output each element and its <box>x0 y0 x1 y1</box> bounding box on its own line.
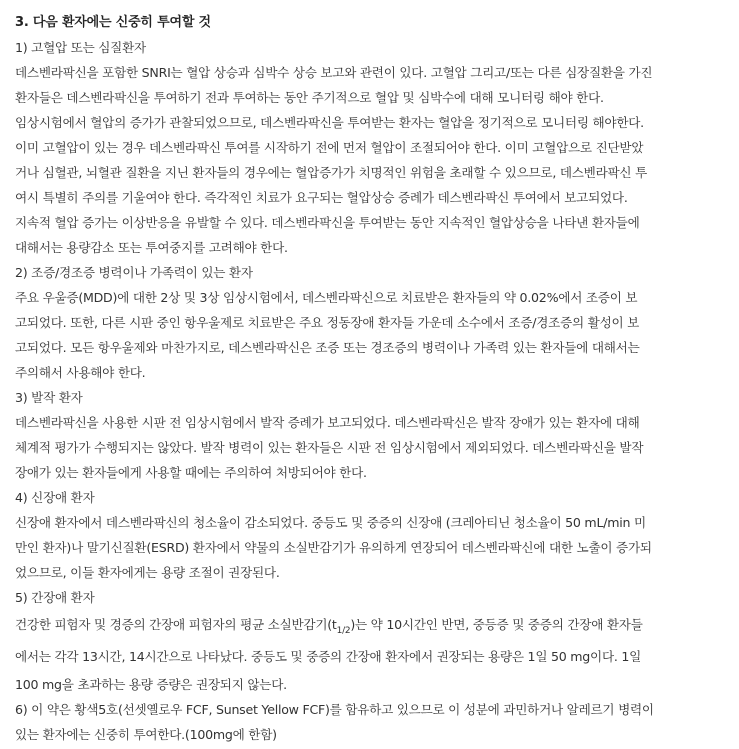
item-2-line-1: 주요 우울증(MDD)에 대한 2상 및 3상 임상시험에서, 데스벤라팍신으로 치료받은 환자들의 약 0.02%에서 조증이 보 <box>15 290 638 305</box>
item-2-line-4: 주의해서 사용해야 한다. <box>15 365 146 380</box>
section-title: 3. 다음 환자에는 신중히 투여할 것 <box>15 15 211 30</box>
item-2-line-2: 고되었다. 또한, 다른 시판 중인 항우울제로 치료받은 주요 정동장애 환자들 가운데 소수에서 조증/경조증의 활성이 보 <box>15 315 640 330</box>
item-2-heading: 2) 조증/경조증 병력이나 가족력이 있는 환자 <box>15 265 253 280</box>
item-5-line-3: 100 mg을 초과하는 용량 증량은 권장되지 않는다. <box>15 677 287 692</box>
item-1-line-8: 대해서는 용량감소 또는 투여중지를 고려해야 한다. <box>15 240 288 255</box>
item-1-line-4: 이미 고혈압이 있는 경우 데스벤라팍신 투여를 시작하기 전에 먼저 혈압이 조절되어야 한다. 이미 고혈압으로 진단받았 <box>15 140 644 155</box>
item-3-line-1: 데스벤라팍신을 사용한 시판 전 임상시험에서 발작 증례가 보고되었다. 데스벤라팍신은 발작 장애가 있는 환자에 대해 <box>15 415 640 430</box>
item-3-heading: 3) 발작 환자 <box>15 390 83 405</box>
item-2-line-3: 고되었다. 모든 항우울제와 마찬가지로, 데스벤라팍신은 조증 또는 경조증의 병력이나 가족력 있는 환자들에 대해서는 <box>15 340 640 355</box>
half-life-subscript: 1/2 <box>336 626 351 636</box>
item-1-line-7: 지속적 혈압 증가는 이상반응을 유발할 수 있다. 데스벤라팍신을 투여받는 동안 지속적인 혈압상승을 나타낸 환자들에 <box>15 215 640 230</box>
item-5-line-1 <box>15 610 739 642</box>
item-1-line-2: 환자들은 데스벤라팍신을 투여하기 전과 투여하는 동안 주기적으로 혈압 및 심박수에 대해 모니터링 해야 한다. <box>15 90 604 105</box>
item-4-line-1: 신장애 환자에서 데스벤라팍신의 청소율이 감소되었다. 중등도 및 중증의 신장애 (크레아티닌 청소율이 50 mL/min 미 <box>15 515 646 530</box>
item-1-line-3: 임상시험에서 혈압의 증가가 관찰되었으므로, 데스벤라팍신을 투여받는 환자는 혈압을 정기적으로 모니터링 해야한다. <box>15 115 644 130</box>
item-4-line-3: 었으므로, 이들 환자에게는 용량 조절이 권장된다. <box>15 565 280 580</box>
item-5-heading: 5) 간장애 환자 <box>15 590 95 605</box>
item-1-line-1: 데스벤라팍신을 포함한 SNRI는 혈압 상승과 심박수 상승 보고와 관련이 있다. 고혈압 그리고/또는 다른 심장질환을 가진 <box>15 65 653 80</box>
item-4-line-2: 만인 환자)나 말기신질환(ESRD) 환자에서 약물의 소실반감기가 유의하게 연장되어 데스벤라팍신에 대한 노출이 증가되 <box>15 540 652 555</box>
item-5-line-1-before: 건강한 피험자 및 경증의 간장애 피험자의 평균 소실반감기(t <box>15 617 337 632</box>
item-3-line-2: 체계적 평가가 수행되지는 않았다. 발작 병력이 있는 환자들은 시판 전 임상시험에서 제외되었다. 데스벤라팍신을 발작 <box>15 440 644 455</box>
item-5-line-1-after: )는 약 10시간인 반면, 중등증 및 중증의 간장애 환자들 <box>350 617 643 632</box>
item-1-heading: 1) 고혈압 또는 심질환자 <box>15 40 146 55</box>
item-1-line-6: 여시 특별히 주의를 기울여야 한다. 즉각적인 치료가 요구되는 혈압상승 증례가 데스벤라팍신 투여에서 보고되었다. <box>15 190 628 205</box>
item-4-heading: 4) 신장애 환자 <box>15 490 95 505</box>
item-3-line-3: 장애가 있는 환자들에게 사용할 때에는 주의하여 처방되어야 한다. <box>15 465 367 480</box>
item-1-line-5: 거나 심혈관, 뇌혈관 질환을 지닌 환자들의 경우에는 혈압증가가 치명적인 위험을 초래할 수 있으므로, 데스벤라팍신 투 <box>15 165 647 180</box>
item-6-line-2: 있는 환자에는 신중히 투여한다.(100mg에 한함) <box>15 727 277 742</box>
item-5-line-2: 에서는 각각 13시간, 14시간으로 나타났다. 중등도 및 중증의 간장애 환자에서 권장되는 용량은 1일 50 mg이다. 1일 <box>15 649 642 664</box>
item-6-line-1: 6) 이 약은 황색5호(선셋옐로우 FCF, Sunset Yellow FCF)를 함유하고 있으므로 이 성분에 과민하거나 알레르기 병력이 <box>15 702 654 717</box>
